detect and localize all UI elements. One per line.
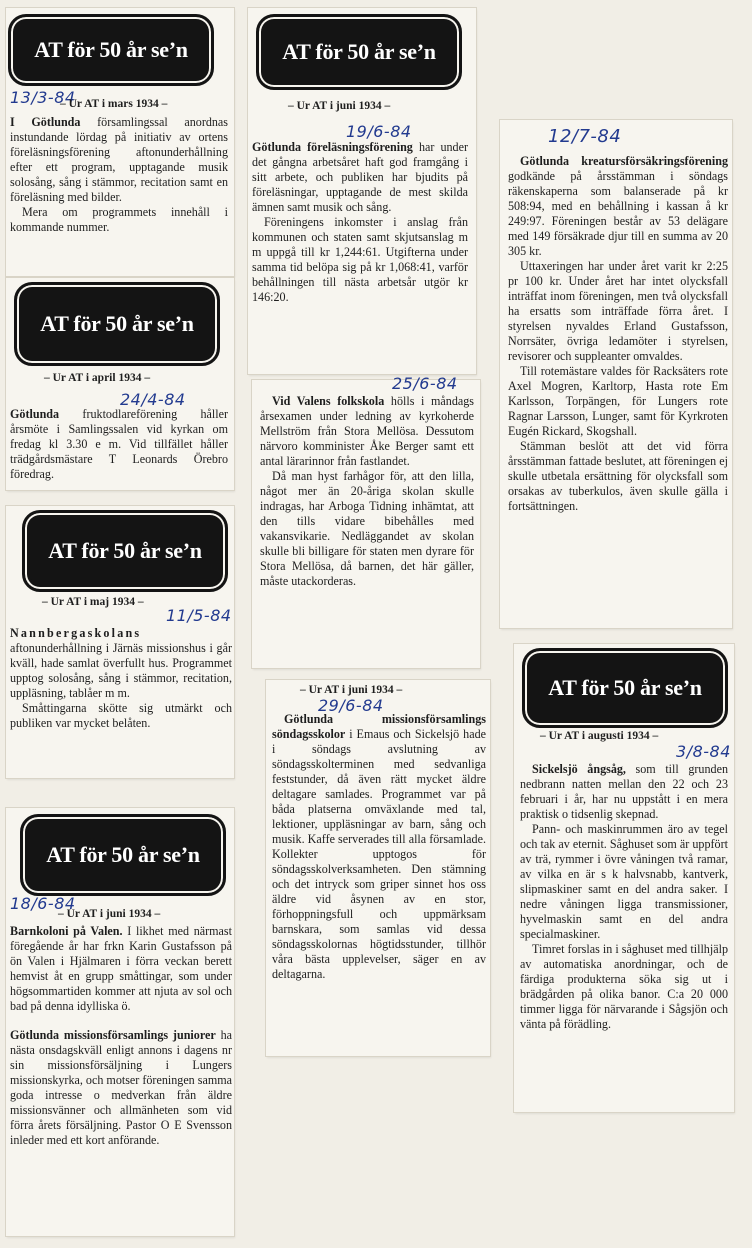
date-note-april: 24/4-84 — [120, 390, 186, 409]
source-line-juni-sondagsskolor: – Ur AT i juni 1934 – — [300, 684, 403, 696]
article-lead: Götlunda kreatursförsäkringsförening — [520, 154, 728, 168]
article-lead: Götlunda föreläsningsförening — [252, 140, 413, 154]
badge-title: AT för 50 år se’n — [20, 814, 226, 896]
article-paragraph: Föreningens inkomster i anslag från kommunen och staten samt skjutsanslag m m uppgå till kr 1,244:61. Utgifterna under samma tid belöpa sig på kr 1,068:41, varför behållningen till nästa arbetsår utgör kr 146:20. — [252, 215, 468, 304]
date-note-augusti: 3/8-84 — [676, 742, 731, 761]
source-line-maj: – Ur AT i maj 1934 – — [42, 596, 144, 608]
article-body: i Emaus och Sickelsjö hade i söndags avslutning av söndagsskolterminen med sedvanliga feststunder, då även rätt mycket äldre deltagare samlades. Programmet var på båda platserna omväxlande med tal, lektioner, uppläsningar av barn, sång och musik. Kaffe serverades till alla församlade. Kollekter upptogos för söndagsskolverksamheten. Den stämning och det intryck som griper sinnet hos oss äldre vid åsynen av en stor, förhoppningsfull och uppmärksam barnskara, som samlas vid dessa söndagsskolornas högtidsstunder, tillhör våra bästa upplevelser, säger en av deltagarna. — [272, 727, 486, 981]
article-body: fruktodlareförening håller årsmöte i Samlingssalen vid kyrkan om fredag kl 3.30 e m. Vid tillfället håller trädgårdsmästare T Leonards Örebro föredrag. — [10, 407, 228, 481]
article-augusti-sickelsjo — [520, 762, 728, 1032]
article-lead: Nannbergaskolans — [10, 626, 142, 640]
source-line-april: – Ur AT i april 1934 – — [44, 372, 151, 384]
source-line-juni-forelasning: – Ur AT i juni 1934 – — [288, 100, 391, 112]
article-paragraph: Till rotemästare valdes för Racksäters rote Axel Mogren, Karltorp, Hasta rote Em Karlsson, Torpängen, för Lungers rote Ragnar Larsson, Lunger, samt för Kyrkroten Eugén Rickard, Skogshall. — [508, 364, 728, 438]
date-note-juli: 12/7-84 — [548, 126, 622, 147]
article-paragraph: Då man hyst farhågor för, att den lilla, något mer än 20-åriga skolan skulle indragas, har Arboga Tidning inhämtat, att den tills vidare bibehålles med vakansvikarie. Nedläggandet av skolan skulle bli billigare för staten men dyrare för Stora Mellösa, då barnen, det här gäller, måste utackorderas. — [260, 469, 474, 588]
article-body: har under det gångna arbetsåret haft god framgång i sitt arbete, och publiken har bjudits på föreläsningar, upptagande de mest skilda ämnen samt musik och sång. — [252, 140, 468, 214]
article-lead: Barnkoloni på Valen. — [10, 924, 123, 938]
article-lead: Götlunda missionsförsamlings söndagsskolor — [272, 712, 486, 741]
article-body: som till grunden nedbrann natten mellan den 22 och 23 februari i år, har nu uppstått i en mera praktisk o tidsenlig skepnad. — [520, 762, 728, 821]
article-body: ha nästa onsdagskväll enligt annons i dagens nr sin missionsförsäljning i Lungers missionskyrka, och motser föreningen samma goda intresse o medverkan från äldre missionsvänner och allmänheten som vid förra årets försäljning. Pastor O E Svensson inleder med ett kort anförande. — [10, 1028, 233, 1147]
article-paragraph: Uttaxeringen har under året varit kr 2:25 pr 100 kr. Under året har intet olycksfall inträffat inom föreningen, men två olycksfall ha ersatts som inträffade förra året. I styrelsen nyvaldes Erland Gustafsson, Norrsäter, övriga ledamöter i styrelsen, revisorer och suppleanter omvaldes. — [508, 259, 728, 363]
article-maj — [10, 626, 232, 731]
article-body: godkände på årsstämman i söndags räkenskaperna som balanserade på kr 508:94, med en behållning i kassan å kr 249:97. Föreningen består av 53 delägare med 149 försäkrade djur till en summa av 20 305 kr. — [508, 169, 728, 258]
article-mars — [10, 115, 228, 235]
badge-title: AT för 50 år se’n — [256, 14, 462, 90]
article-body: församlingssal anordnas instundande lördag på initiativ av ortens föreläsningsförening aftonunderhållning efter ett program, upptagande musik solosång, sång i stämmor, recitation samt en föreläsning med bilder. — [10, 115, 229, 204]
badge-title: AT för 50 år se’n — [22, 510, 228, 592]
date-note-mars: 13/3-84 — [10, 88, 76, 107]
article-paragraph: Stämman beslöt att det vid förra årsstämman fattade beslutet, att föreningen ej skulle utbetala ersättning för olycksfall som orsakas av tuberkulos, även skulle gälla i fortsättningen. — [508, 439, 728, 513]
article-lead: Götlunda missionsförsamlings juniorer — [10, 1028, 216, 1042]
article-body: hölls i måndags årsexamen under ledning av kyrkoherde Mellström från Stora Mellösa. Dessutom närvoro komminister Åke Berger samt ett antal lärarinnor från fastlandet. — [260, 394, 474, 468]
article-juni-barnkoloni — [10, 924, 232, 1148]
date-note-valen: 25/6-84 — [392, 374, 458, 393]
badge-title: AT för 50 år se’n — [14, 282, 220, 366]
date-note-juni-forelasning: 19/6-84 — [346, 122, 412, 141]
source-line-juni-barnkoloni: – Ur AT i juni 1934 – — [58, 908, 161, 920]
article-juli-kreatursforsakring — [508, 154, 728, 514]
badge-title: AT för 50 år se’n — [522, 648, 728, 728]
article-juni-forelasning — [252, 140, 468, 305]
article-body: aftonunderhållning i Järnäs missionshus i går kväll, hade samlat överfullt hus. Programmet upptog solosång, sång i stämmor, recitation, uppläsning, tablåer m m. — [10, 641, 232, 700]
date-note-maj: 11/5-84 — [166, 606, 232, 625]
article-valen-folkskola — [260, 394, 474, 589]
article-lead: Sickelsjö ångsåg, — [532, 762, 626, 776]
article-lead: I Götlunda — [10, 115, 81, 129]
source-line-augusti: – Ur AT i augusti 1934 – — [540, 730, 659, 742]
article-body: I likhet med närmast föregående år har frkn Karin Gustafsson på ön Valen i Hjälmaren i förra veckan berett hemvist åt en grupp småttingar, som under högsommartiden kommer att njuta av sol och bad på denna idylliska ö. — [10, 924, 232, 1013]
article-juni-sondagsskolor — [272, 712, 486, 982]
article-paragraph: Timret forslas in i såghuset med tillhjälp av automatiska anordningar, och de färdiga produkterna söka sig ut i brädgården på olika banor. C:a 20 000 timmer ligga för närvarande i Sågsjön och vänta på förädling. — [520, 942, 728, 1031]
article-paragraph: Pann- och maskinrummen äro av tegel och tak av eternit. Såghuset som är uppfört av trä, rymmer i övre våningen två ramar, av vilka en är s k halvsnabb, kantverk, slipmaskiner samt en del andra saker. I nedre våningen ligga transmissioner, hyvelmaskin samt en del andra specialmaskiner. — [520, 822, 728, 941]
badge-title: AT för 50 år se’n — [8, 14, 214, 86]
date-note-juni-sondagsskolor: 29/6-84 — [318, 696, 384, 715]
article-lead: Götlunda — [10, 407, 60, 421]
article-paragraph: Småttingarna skötte sig utmärkt och publiken var mycket belåten. — [10, 701, 232, 730]
source-line-mars: – Ur AT i mars 1934 – — [60, 98, 168, 110]
article-april — [10, 407, 228, 482]
date-note-juni-barnkoloni: 18/6-84 — [10, 894, 76, 913]
article-lead: Vid Valens folkskola — [272, 394, 385, 408]
article-paragraph: Mera om programmets innehåll i kommande nummer. — [10, 205, 228, 234]
